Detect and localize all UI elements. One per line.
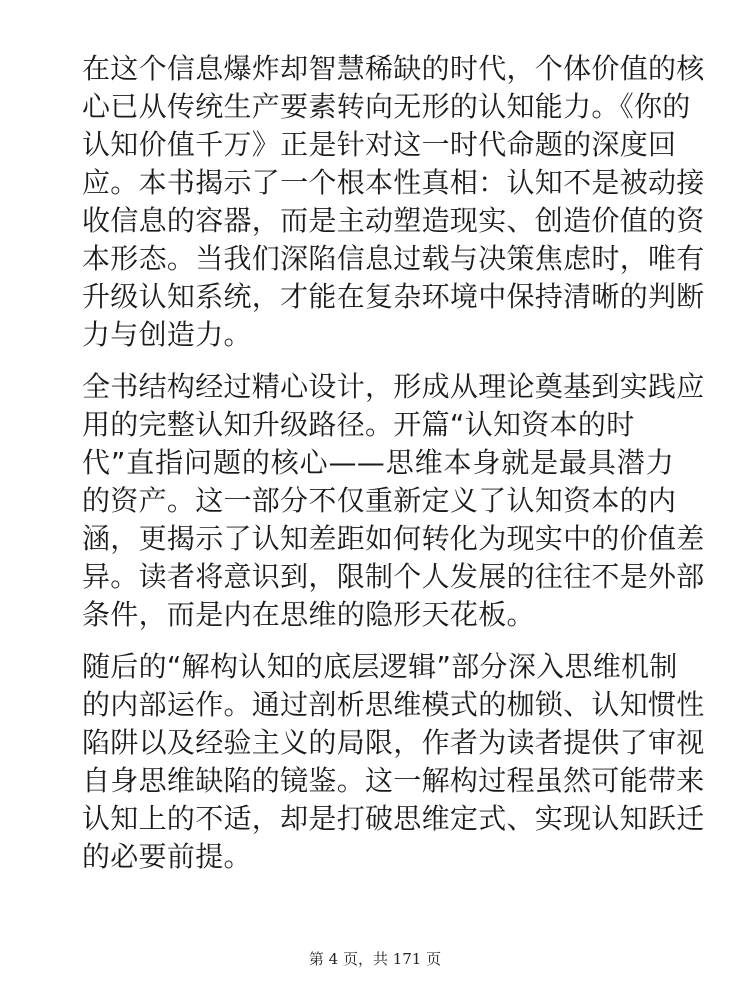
- text-line: 的资产。这一部分不仅重新定义了认知资本的内: [82, 484, 677, 517]
- body-text: [82, 50, 705, 890]
- paragraph-2: [82, 368, 705, 634]
- paragraph-1: [82, 50, 705, 354]
- page-number: 第 4 页，共 171 页: [308, 950, 442, 968]
- text-line: 的必要前提。: [82, 840, 252, 873]
- text-line: 全书结构经过精心设计，形成从理论奠基到实践应: [82, 370, 705, 403]
- text-line: 随后的“解构认知的底层逻辑”部分深入思维机制: [82, 650, 678, 683]
- paragraph-3: [82, 648, 705, 876]
- text-line: 升级认知系统，才能在复杂环境中保持清晰的判断: [82, 280, 705, 313]
- text-line: 条件，而是内在思维的隐形天花板。: [82, 598, 535, 631]
- text-line: 自身思维缺陷的镜鉴。这一解构过程虽然可能带来: [82, 764, 705, 797]
- text-line: 应。本书揭示了一个根本性真相：认知不是被动接: [82, 166, 705, 199]
- text-line: 异。读者将意识到，限制个人发展的往往不是外部: [82, 560, 705, 593]
- text-line: 心已从传统生产要素转向无形的认知能力。《你的: [82, 90, 691, 123]
- text-line: 代”直指问题的核心——思维本身就是最具潜力: [82, 446, 674, 479]
- text-line: 认知上的不适，却是打破思维定式、实现认知跃迁: [82, 802, 705, 835]
- text-line: 认知价值千万》正是针对这一时代命题的深度回: [82, 128, 677, 161]
- text-line: 涵，更揭示了认知差距如何转化为现实中的价值差: [82, 522, 705, 555]
- text-line: 力与创造力。: [82, 318, 252, 351]
- text-line: 在这个信息爆炸却智慧稀缺的时代，个体价值的核: [82, 52, 705, 85]
- text-line: 收信息的容器，而是主动塑造现实、创造价值的资: [82, 204, 705, 237]
- text-line: 用的完整认知升级路径。开篇“认知资本的时: [82, 408, 635, 441]
- text-line: 本形态。当我们深陷信息过载与决策焦虑时，唯有: [82, 242, 705, 275]
- text-line: 的内部运作。通过剖析思维模式的枷锁、认知惯性: [82, 688, 705, 721]
- text-line: 陷阱以及经验主义的局限，作者为读者提供了审视: [82, 726, 705, 759]
